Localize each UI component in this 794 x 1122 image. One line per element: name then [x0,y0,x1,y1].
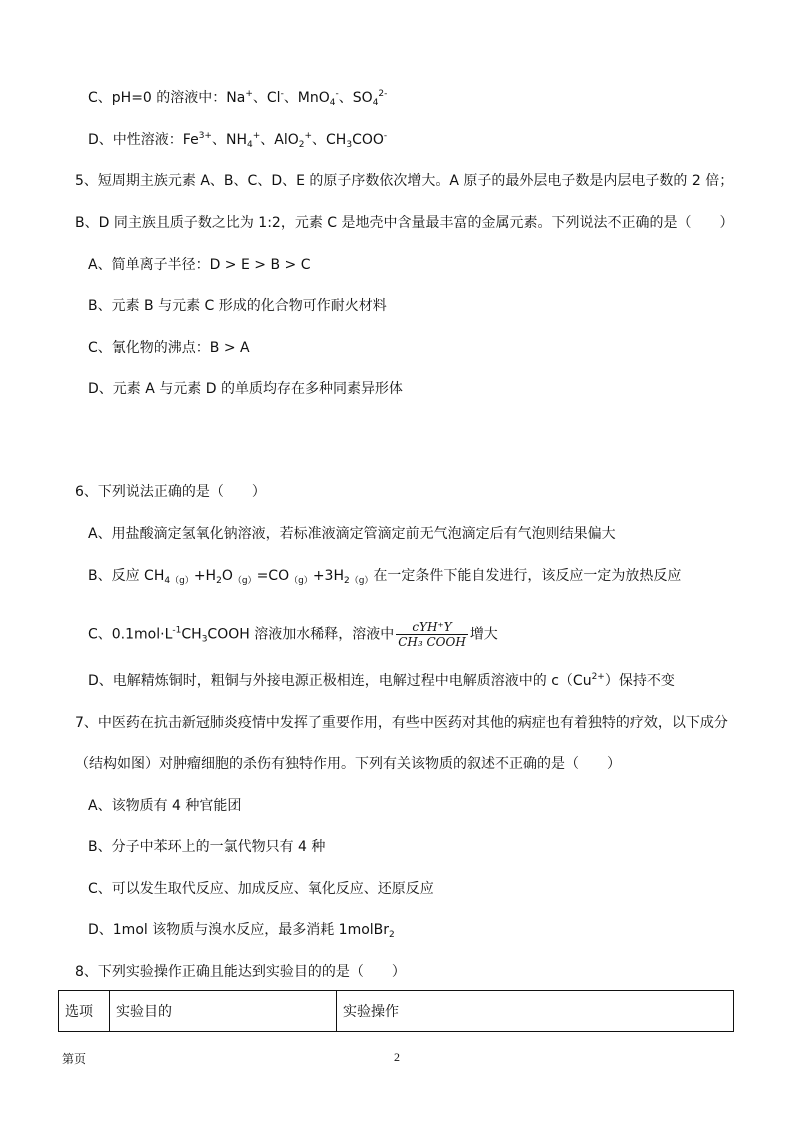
q6-option-d: D、电解精炼铜时，粗铜与外接电源正极相连，电解过程中电解质溶液中的 $c(Cu^{2+})$保持不变 [88,672,675,689]
q7-option-a: A、该物质有 4 种官能团 [88,798,242,814]
q6-option-b: B、反应 $CH_{4(g)}+H_2O_{(g)}=CO_{(g)}+3H_{2(g)}$在一定条件下能自发进行，该反应一定为放热反应 [88,568,682,586]
q5-option-c: C、氰化物的沸点：B > A [88,340,250,356]
q4-option-c: C、pH=0 的溶液中：Na+、Cl-、MnO$_4$-、$SO_4^{2-}$ [88,89,388,108]
q5-option-b: B、元素 B 与元素 C 形成的化合物可作耐火材料 [88,298,387,314]
table-header-row [59,991,734,1032]
q7-option-b: B、分子中苯环上的一氯代物只有 4 种 [88,839,326,855]
q6-option-c: C、$0.1mol\cdot L^{-1}CH_3COOH$ 溶液加水稀释，溶液中 $\frac{\text{cYH⁺Y}}{\text{CH₃ COOH}}$ 增大 [88,620,498,649]
q5-option-a: A、简单离子半径：D > E > B > C [88,257,311,273]
q8-options-table [58,990,734,1032]
q5-stem-line1: 5、短周期主族元素 A、B、C、D、E 的原子序数依次增大。A 原子的最外层电子数是内层电子数的 2 倍； [75,173,734,189]
table-header-cell: 实验目的 [110,991,337,1032]
footer-page-number: 2 [394,1050,400,1064]
q6-stem: 6、下列说法正确的是（ ） [75,484,266,500]
q6-option-a: A、用盐酸滴定氢氧化钠溶液，若标准液滴定管滴定前无气泡滴定后有气泡则结果偏大 [88,526,616,542]
q5-option-d: D、元素 A 与元素 D 的单质均存在多种同素异形体 [88,381,403,397]
q8-stem: 8、下列实验操作正确且能达到实验目的的是（ ） [75,964,406,980]
concentration-ratio-fraction: $\frac{\text{cYH⁺Y}}{\text{CH₃ COOH}}$ [398,620,466,649]
q7-option-c: C、可以发生取代反应、加成反应、氧化反应、还原反应 [88,881,434,897]
q4-option-d: D、中性溶液：$Fe^{3+}$、$NH_4^+$、AlO$_2$+、$CH_3COO^-$ [88,131,388,150]
table-header-cell: 选项 [59,991,110,1032]
q7-stem-line1: 7、中医药在抗击新冠肺炎疫情中发挥了重要作用，有些中医药对其他的病症也有着独特的疗效，以下成分 [75,715,728,731]
q7-stem-line2: （结构如图）对肿瘤细胞的杀伤有独特作用。下列有关该物质的叙述不正确的是（ ） [75,756,621,772]
table-header-cell: 实验操作 [337,991,734,1032]
q5-stem-line2: B、D 同主族且质子数之比为 1:2，元素 C 是地壳中含量最丰富的金属元素。下列说法不正确的是（ ） [75,215,734,231]
q7-option-d: D、1mol 该物质与溴水反应，最多消耗 1molBr$_2$ [88,922,395,940]
footer-page-label: 第页 [62,1052,87,1066]
